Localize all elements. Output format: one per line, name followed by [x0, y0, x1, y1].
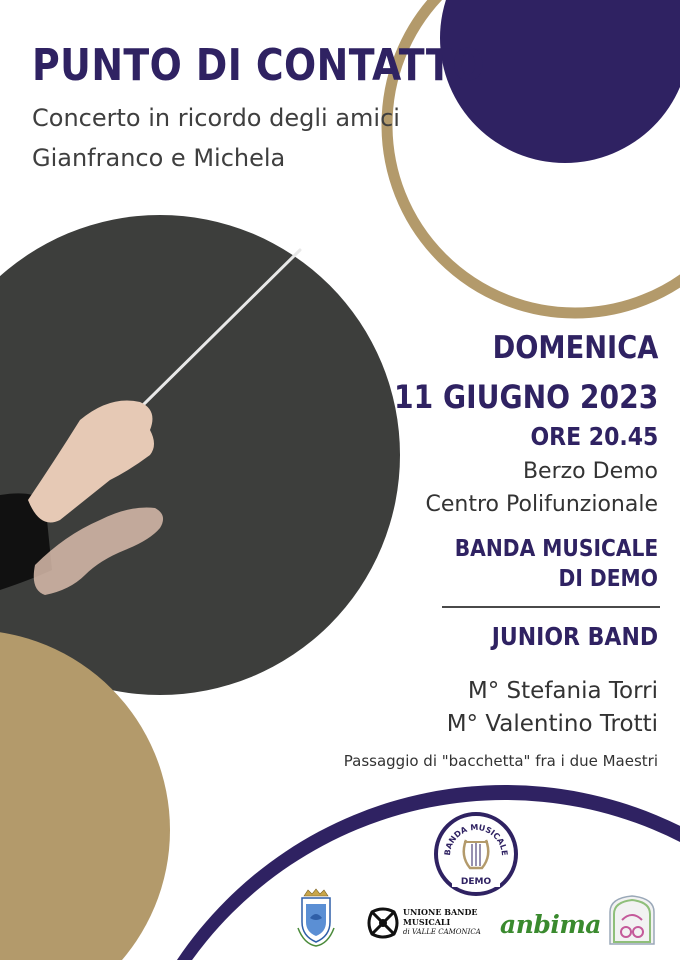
venue-town: Berzo Demo [522, 459, 658, 484]
section-divider [442, 606, 660, 608]
subtitle-line-1: Concerto in ricordo degli amici [32, 104, 400, 132]
unione-bande-text [403, 907, 481, 937]
logo-ring-text: BANDA MUSICALE [442, 822, 510, 857]
band-name-line-1: BANDA MUSICALE [454, 536, 658, 562]
venue-name: Centro Polifunzionale [425, 492, 658, 517]
event-day: DOMENICA [492, 330, 658, 366]
logo-demo-word: DEMO [452, 877, 500, 887]
unione-line-2: MUSICALI [403, 917, 451, 927]
event-date: 11 GIUGNO 2023 [393, 378, 658, 416]
maestro-2: M° Valentino Trotti [446, 711, 658, 737]
anbima-logo: anbima [500, 910, 602, 939]
junior-band-label: JUNIOR BAND [491, 622, 658, 651]
event-time: ORE 20.45 [530, 422, 658, 451]
poster-title: PUNTO DI CONTATTO [32, 40, 485, 91]
band-name-line-2: DI DEMO [558, 566, 658, 592]
unione-line-1: UNIONE BANDE [403, 907, 478, 917]
baton-passage-note: Passaggio di "bacchetta" fra i due Maestri [343, 752, 658, 770]
subtitle-line-2: Gianfranco e Michela [32, 144, 286, 172]
unione-bande-knot-icon [366, 906, 400, 940]
maestro-1: M° Stefania Torri [467, 678, 658, 704]
municipal-crest-icon [294, 888, 338, 948]
unione-line-3: di VALLE CAMONICA [403, 928, 481, 936]
music-association-logo-icon [602, 892, 662, 952]
banda-musicale-logo [434, 812, 518, 896]
